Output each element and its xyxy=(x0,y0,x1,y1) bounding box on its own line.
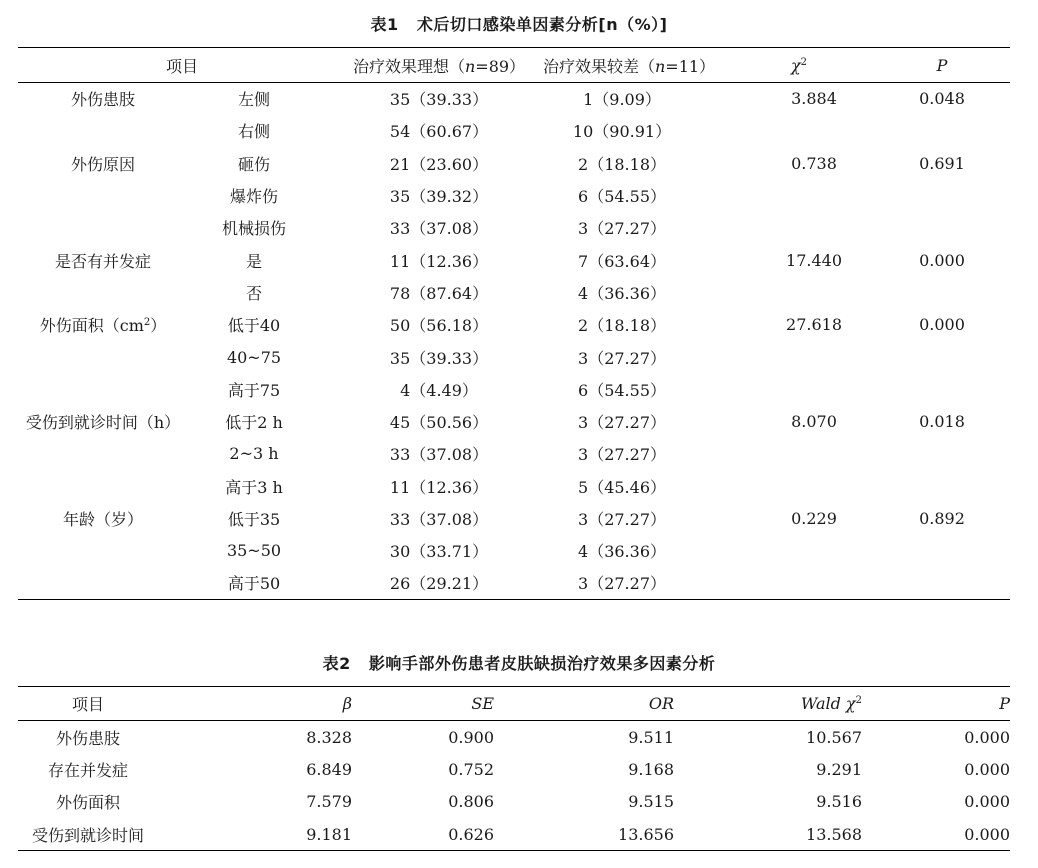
row-p-text: 0.000 xyxy=(919,315,965,335)
row-factor xyxy=(18,373,194,405)
row-factor-text: 外伤面积（cm xyxy=(39,316,144,336)
row-p-text: 0.691 xyxy=(919,153,965,173)
row-p xyxy=(874,405,1010,437)
header-chi-sup: 2 xyxy=(800,56,808,68)
row-good-text: 35（39.33） xyxy=(389,90,489,110)
t2-row-item: 受伤到就诊时间 xyxy=(31,825,144,845)
row-chi xyxy=(724,405,874,437)
row-subgroup xyxy=(194,276,344,308)
row-poor xyxy=(534,244,724,276)
row-poor xyxy=(534,212,724,244)
row-good-text: 11（12.36） xyxy=(389,477,489,497)
row-factor xyxy=(18,309,194,341)
row-good-text: 33（37.08） xyxy=(389,219,489,239)
row-poor-text: 2（18.18） xyxy=(578,316,667,336)
row-p xyxy=(874,341,1010,373)
row-chi-text: 0.738 xyxy=(791,153,837,173)
row-factor xyxy=(18,147,194,179)
row-poor xyxy=(534,405,724,437)
row-poor xyxy=(534,341,724,373)
table1-row xyxy=(18,276,1010,308)
row-subgroup-text: 低于35 xyxy=(227,510,281,529)
row-good xyxy=(344,212,534,244)
row-good-text: 33（37.08） xyxy=(389,445,489,465)
row-poor-text: 6（54.55） xyxy=(578,187,667,207)
row-factor xyxy=(18,405,194,437)
row-chi-text: 3.884 xyxy=(791,89,837,109)
row-poor-text: 3（27.27） xyxy=(578,219,667,239)
header-chi xyxy=(724,48,874,83)
row-poor xyxy=(534,115,724,147)
row-subgroup xyxy=(194,212,344,244)
row-good xyxy=(344,341,534,373)
t2-row-beta: 8.328 xyxy=(306,727,352,747)
row-subgroup xyxy=(194,244,344,276)
row-chi xyxy=(724,567,874,599)
t2-row-item: 存在并发症 xyxy=(47,760,128,780)
table1-row xyxy=(18,83,1010,115)
row-poor xyxy=(534,502,724,534)
row-good xyxy=(344,276,534,308)
header-chi-symbol: χ xyxy=(790,55,801,75)
t2-header-p: P xyxy=(898,687,1010,721)
table1-caption-suffix: （%）] xyxy=(618,15,668,34)
row-chi xyxy=(724,341,874,373)
row-chi-text: 0.229 xyxy=(791,509,837,528)
table1-caption-n: n xyxy=(606,15,619,34)
row-subgroup-text: 低于40 xyxy=(227,316,281,336)
table1-row xyxy=(18,405,1010,437)
row-p-text: 0.048 xyxy=(919,89,965,109)
row-good xyxy=(344,244,534,276)
table2-row xyxy=(18,721,1010,754)
table1-row xyxy=(18,567,1010,599)
t2-row-or: 9.515 xyxy=(628,792,674,812)
t2-row-beta: 7.579 xyxy=(306,792,352,812)
header-poor xyxy=(534,48,724,83)
row-chi xyxy=(724,212,874,244)
row-poor xyxy=(534,373,724,405)
t2-row-beta: 9.181 xyxy=(306,824,352,844)
row-subgroup-text: 否 xyxy=(246,283,263,303)
row-subgroup xyxy=(194,179,344,211)
row-factor xyxy=(18,212,194,244)
row-factor-sup: 2 xyxy=(143,317,151,329)
row-p-text: 0.000 xyxy=(919,250,965,270)
row-subgroup xyxy=(194,115,344,147)
t2-row-item: 外伤患肢 xyxy=(55,728,120,748)
row-poor-text: 3（27.27） xyxy=(578,574,667,594)
t2-header-item: 项目 xyxy=(18,687,158,721)
table2-caption-prefix: 表2 xyxy=(322,654,351,673)
row-good-text: 30（33.71） xyxy=(389,542,489,562)
row-subgroup-text: 机械损伤 xyxy=(222,219,287,239)
row-chi xyxy=(724,276,874,308)
row-factor-text: 是否有并发症 xyxy=(54,251,151,271)
row-p xyxy=(874,470,1010,502)
table2-row xyxy=(18,786,1010,819)
t2-row-item: 外伤面积 xyxy=(55,793,120,813)
t2-header-or: OR xyxy=(540,687,712,721)
row-good-text: 50（56.18） xyxy=(389,316,489,336)
header-good-pre: 治疗效果理想（ xyxy=(352,56,465,76)
row-p xyxy=(874,567,1010,599)
row-good-text: 4（4.49） xyxy=(400,380,478,400)
row-p-text: 0.892 xyxy=(919,509,965,528)
row-good xyxy=(344,179,534,211)
row-subgroup-text: 左侧 xyxy=(238,90,271,110)
row-subgroup-text: 35~50 xyxy=(226,541,282,561)
row-factor-post: ） xyxy=(150,316,167,336)
row-subgroup xyxy=(194,567,344,599)
t2-row-p: 0.000 xyxy=(964,792,1010,812)
row-good-text: 78（87.64） xyxy=(389,283,489,303)
row-good xyxy=(344,147,534,179)
row-good xyxy=(344,373,534,405)
row-poor xyxy=(534,276,724,308)
row-subgroup-text: 爆炸伤 xyxy=(230,187,279,207)
header-p: P xyxy=(874,48,1010,83)
t2-row-p: 0.000 xyxy=(964,727,1010,747)
table1 xyxy=(18,47,1010,600)
row-poor-text: 5（45.46） xyxy=(578,477,667,497)
row-subgroup xyxy=(194,470,344,502)
table1-row xyxy=(18,115,1010,147)
row-poor-text: 4（36.36） xyxy=(578,283,667,303)
row-factor-text: 年龄（岁） xyxy=(62,510,143,529)
row-poor-text: 1（9.09） xyxy=(583,90,661,110)
row-factor xyxy=(18,276,194,308)
table1-row xyxy=(18,179,1010,211)
row-factor-text: 受伤到就诊时间（h） xyxy=(25,413,181,433)
t2-row-or: 13.656 xyxy=(618,824,674,844)
row-poor-text: 3（27.27） xyxy=(578,413,667,433)
header-good-n: n xyxy=(464,56,476,76)
row-p xyxy=(874,276,1010,308)
row-factor xyxy=(18,567,194,599)
row-factor xyxy=(18,470,194,502)
row-good xyxy=(344,83,534,115)
row-subgroup-text: 40~75 xyxy=(226,347,282,367)
row-poor-text: 4（36.36） xyxy=(578,542,667,562)
table2-row xyxy=(18,818,1010,851)
row-good-text: 21（23.60） xyxy=(389,154,489,174)
row-subgroup-text: 右侧 xyxy=(238,122,271,142)
row-subgroup xyxy=(194,309,344,341)
table1-row xyxy=(18,341,1010,373)
row-chi-text: 17.440 xyxy=(786,250,842,270)
row-subgroup-text: 低于2 h xyxy=(225,413,283,433)
row-factor xyxy=(18,179,194,211)
row-chi xyxy=(724,244,874,276)
row-subgroup-text: 是 xyxy=(246,251,263,271)
row-chi xyxy=(724,83,874,115)
row-subgroup xyxy=(194,373,344,405)
row-poor xyxy=(534,470,724,502)
row-subgroup xyxy=(194,438,344,470)
row-poor xyxy=(534,567,724,599)
row-good xyxy=(344,309,534,341)
t2-row-wald: 9.516 xyxy=(816,792,862,812)
row-p xyxy=(874,309,1010,341)
table1-row xyxy=(18,535,1010,567)
row-factor xyxy=(18,341,194,373)
row-p-text: 0.018 xyxy=(919,412,965,432)
table2-row xyxy=(18,753,1010,786)
row-chi xyxy=(724,438,874,470)
row-subgroup xyxy=(194,535,344,567)
table1-row xyxy=(18,244,1010,276)
t2-row-beta: 6.849 xyxy=(306,759,352,779)
row-subgroup-text: 高于50 xyxy=(227,574,281,594)
row-chi xyxy=(724,179,874,211)
row-good xyxy=(344,438,534,470)
table1-caption xyxy=(0,12,1038,35)
row-factor-text: 外伤原因 xyxy=(70,154,135,174)
row-chi xyxy=(724,470,874,502)
row-good-text: 35（39.32） xyxy=(389,187,489,207)
row-factor-text: 外伤患肢 xyxy=(70,90,135,110)
table2-caption xyxy=(0,651,1038,674)
table1-caption-text: 术后切口感染单因素分析[ xyxy=(416,15,607,34)
row-p xyxy=(874,83,1010,115)
table1-header-row xyxy=(18,48,1010,83)
row-chi xyxy=(724,502,874,534)
row-p xyxy=(874,212,1010,244)
t2-row-p: 0.000 xyxy=(964,759,1010,779)
row-poor xyxy=(534,179,724,211)
row-subgroup xyxy=(194,83,344,115)
t2-row-or: 9.168 xyxy=(628,759,674,779)
row-factor xyxy=(18,502,194,534)
row-p xyxy=(874,147,1010,179)
row-poor xyxy=(534,147,724,179)
row-good-text: 26（29.21） xyxy=(389,574,489,594)
row-factor xyxy=(18,83,194,115)
t2-row-p: 0.000 xyxy=(964,824,1010,844)
row-poor-text: 3（27.27） xyxy=(578,445,667,465)
table1-row xyxy=(18,470,1010,502)
row-good xyxy=(344,502,534,534)
row-p xyxy=(874,115,1010,147)
row-p xyxy=(874,244,1010,276)
table1-row xyxy=(18,373,1010,405)
t2-row-wald: 10.567 xyxy=(806,727,862,747)
row-good-text: 45（50.56） xyxy=(389,413,489,433)
row-good xyxy=(344,567,534,599)
header-item: 项目 xyxy=(18,48,344,83)
row-good xyxy=(344,470,534,502)
row-chi xyxy=(724,373,874,405)
table2-header-row xyxy=(18,687,1010,721)
row-factor xyxy=(18,115,194,147)
row-subgroup xyxy=(194,147,344,179)
row-chi xyxy=(724,115,874,147)
row-good-text: 54（60.67） xyxy=(389,122,489,142)
table2-caption-text: 影响手部外伤患者皮肤缺损治疗效果多因素分析 xyxy=(368,654,716,673)
row-chi xyxy=(724,147,874,179)
table2 xyxy=(18,686,1010,851)
header-poor-post: =11） xyxy=(665,56,716,76)
row-p xyxy=(874,373,1010,405)
row-subgroup-text: 2~3 h xyxy=(229,444,279,464)
t2-header-wald-text: Wald χ xyxy=(800,694,856,713)
row-poor-text: 3（27.27） xyxy=(578,348,667,368)
header-poor-pre: 治疗效果较差（ xyxy=(542,56,655,76)
row-factor xyxy=(18,438,194,470)
t2-row-or: 9.511 xyxy=(628,727,674,747)
row-chi-text: 8.070 xyxy=(791,412,837,432)
row-poor-text: 2（18.18） xyxy=(578,154,667,174)
row-p xyxy=(874,438,1010,470)
row-good xyxy=(344,405,534,437)
header-poor-n: n xyxy=(654,56,666,76)
row-subgroup xyxy=(194,405,344,437)
header-good xyxy=(344,48,534,83)
row-chi xyxy=(724,535,874,567)
row-subgroup-text: 砸伤 xyxy=(238,154,271,174)
row-chi xyxy=(724,309,874,341)
row-poor xyxy=(534,438,724,470)
row-p xyxy=(874,502,1010,534)
row-subgroup-text: 高于3 h xyxy=(225,477,283,497)
t2-header-se: SE xyxy=(380,687,540,721)
table1-row xyxy=(18,309,1010,341)
table1-caption-prefix: 表1 xyxy=(370,15,399,34)
t2-row-se: 0.626 xyxy=(448,824,494,844)
row-good-text: 33（37.08） xyxy=(389,510,489,529)
t2-header-beta: β xyxy=(158,687,380,721)
row-factor xyxy=(18,535,194,567)
t2-row-wald: 13.568 xyxy=(806,824,862,844)
table1-row xyxy=(18,438,1010,470)
t2-row-se: 0.752 xyxy=(448,759,494,779)
row-p xyxy=(874,179,1010,211)
row-good xyxy=(344,535,534,567)
row-poor-text: 6（54.55） xyxy=(578,380,667,400)
t2-header-wald-sup: 2 xyxy=(855,695,862,706)
table1-row xyxy=(18,502,1010,534)
t2-row-se: 0.806 xyxy=(448,792,494,812)
t2-row-wald: 9.291 xyxy=(816,759,862,779)
row-subgroup xyxy=(194,502,344,534)
row-chi-text: 27.618 xyxy=(786,315,842,335)
row-good-text: 11（12.36） xyxy=(389,251,489,271)
row-good xyxy=(344,115,534,147)
table1-row xyxy=(18,212,1010,244)
t2-header-wald xyxy=(712,687,898,721)
row-subgroup-text: 高于75 xyxy=(227,380,281,400)
row-poor xyxy=(534,309,724,341)
header-good-post: =89） xyxy=(475,56,526,76)
row-poor-text: 10（90.91） xyxy=(572,122,672,142)
row-good-text: 35（39.33） xyxy=(389,348,489,368)
row-poor xyxy=(534,535,724,567)
row-poor-text: 7（63.64） xyxy=(578,251,667,271)
row-subgroup xyxy=(194,341,344,373)
row-factor xyxy=(18,244,194,276)
t2-row-se: 0.900 xyxy=(448,727,494,747)
row-p xyxy=(874,535,1010,567)
row-poor xyxy=(534,83,724,115)
table1-row xyxy=(18,147,1010,179)
row-poor-text: 3（27.27） xyxy=(578,510,667,529)
